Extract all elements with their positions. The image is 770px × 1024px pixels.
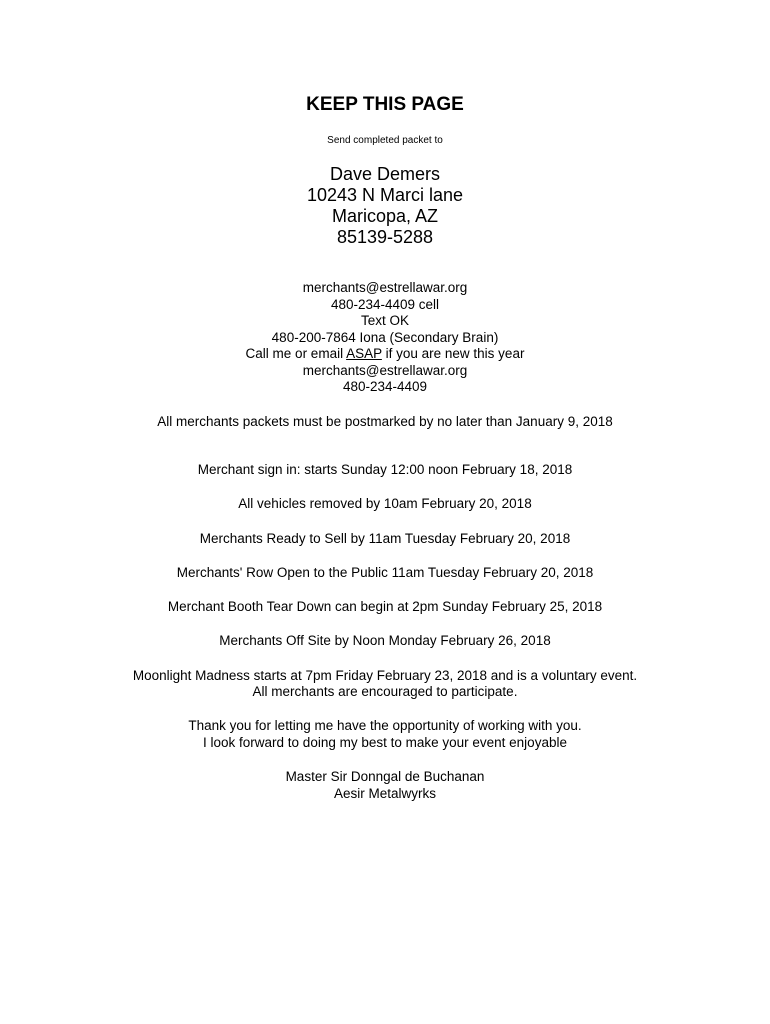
off-site-deadline: Merchants Off Site by Noon Monday February 26, 2018 [219,633,551,648]
recipient-name: Dave Demers [329,164,441,184]
send-instruction: Send completed packet to [327,135,443,146]
signature-business: Aesir Metalwyrks [333,786,436,801]
recipient-street: 10243 N Marci lane [306,185,464,205]
look-forward-note: I look forward to doing my best to make your event enjoyable [203,735,567,750]
contact-email-secondary: merchants@estrellawar.org [302,363,468,378]
contact-text-ok: Text OK [360,313,409,328]
call-note-prefix: Call me or email [245,346,347,361]
ready-to-sell: Merchants Ready to Sell by 11am Tuesday February 20, 2018 [199,531,571,546]
call-note-suffix: if you are new this year [381,346,525,361]
moonlight-encouragement: All merchants are encouraged to participate. [252,684,518,699]
merchant-sign-in: Merchant sign in: starts Sunday 12:00 noon February 18, 2018 [197,462,573,477]
thank-you-note: Thank you for letting me have the opportunity of working with you. [188,718,582,733]
signature-name: Master Sir Donngal de Buchanan [285,769,485,784]
page-title: KEEP THIS PAGE [306,94,464,115]
moonlight-madness: Moonlight Madness starts at 7pm Friday February 23, 2018 and is a voluntary event. [132,668,638,683]
contact-secondary-phone: 480-200-7864 Iona (Secondary Brain) [271,330,499,345]
recipient-city-state: Maricopa, AZ [331,206,439,226]
booth-tear-down: Merchant Booth Tear Down can begin at 2pm Sunday February 25, 2018 [167,599,603,614]
contact-call-note [0,346,770,363]
call-note-asap: ASAP [346,346,382,361]
recipient-zip: 85139-5288 [336,227,434,247]
vehicles-removed: All vehicles removed by 10am February 20, 2018 [238,496,532,511]
contact-email: merchants@estrellawar.org [302,280,468,295]
postmark-deadline: All merchants packets must be postmarked by no later than January 9, 2018 [157,414,613,429]
row-open: Merchants' Row Open to the Public 11am Tuesday February 20, 2018 [176,565,594,580]
contact-phone-secondary: 480-234-4409 [342,379,428,394]
contact-cell-phone: 480-234-4409 cell [330,297,440,312]
